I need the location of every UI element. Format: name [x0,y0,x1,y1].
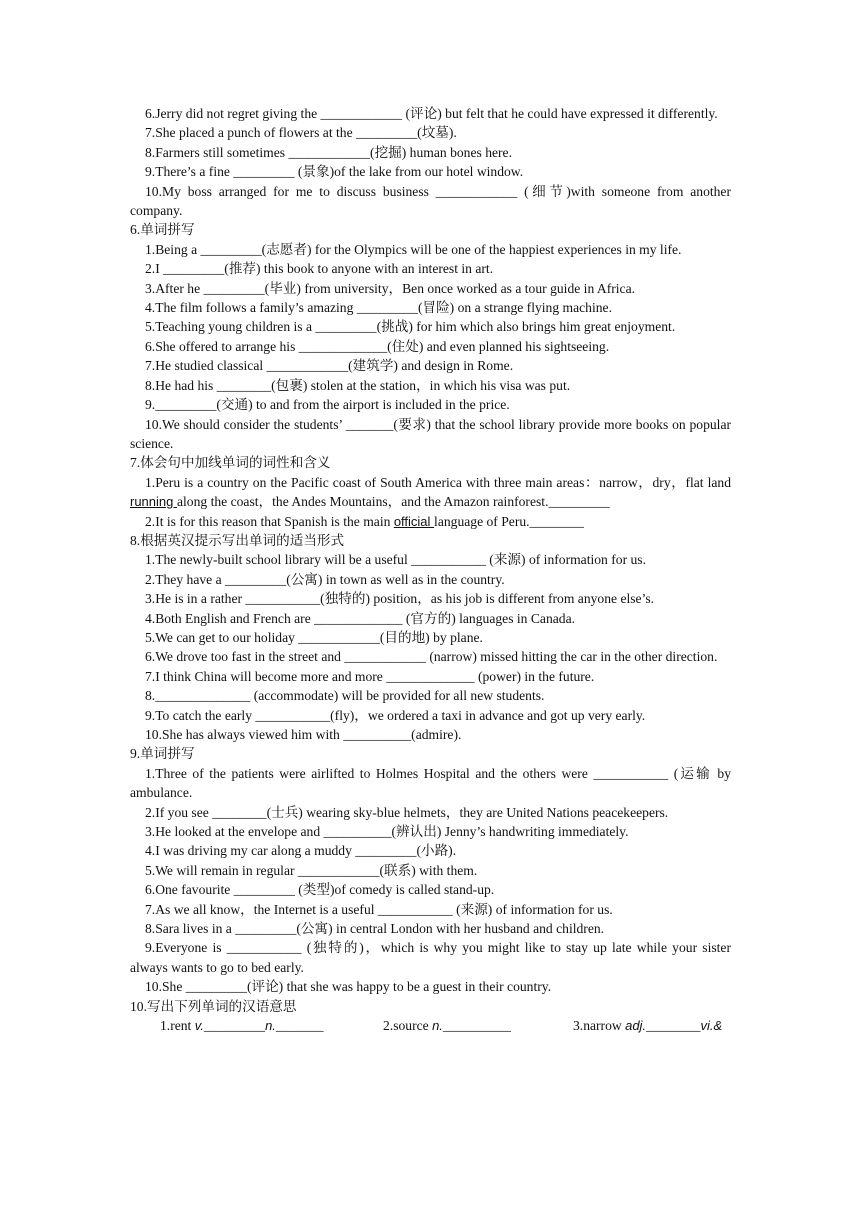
question-item: 9.There’s a fine _________ (景象)of the lake from our hotel window. [145,164,524,180]
question-item: 7.He studied classical ____________(建筑学) and design in Rome. [145,358,514,374]
question-item: 9._________(交通) to and from the airport is included in the price. [145,397,510,413]
question-item: 10.She _________(评论) that she was happy to be a guest in their country. [145,979,552,995]
question-item: 4.I was driving my car along a muddy _________(小路). [145,843,457,859]
question-item: 3.He is in a rather ___________(独特的) position，as his job is different from anyone else’s. [145,591,655,607]
underlined-word: running [130,494,177,510]
vocab-item-rent: 1.rent v._________n._______ [160,1018,324,1034]
question-item: 2.They have a _________(公寓) in town as well as in the country. [145,571,505,587]
worksheet-content [130,104,731,1036]
section-heading: 6.单词拼写 [130,222,195,238]
section-heading: 8.根据英汉提示写出单词的适当形式 [130,532,345,548]
vocab-row [130,1016,731,1035]
question-item: 1.Being a _________(志愿者) for the Olympics will be one of the happiest experiences in my life. [145,241,682,257]
question-item: 9.To catch the early ___________(fly)，we ordered a taxi in advance and got up very early. [145,707,646,723]
question-item [130,473,731,512]
question-item: 5.Teaching young children is a _________(挑战) for him which also brings him great enjoyment. [145,319,676,335]
question-item: 8.Sara lives in a _________(公寓) in central London with her husband and children. [145,921,605,937]
question-item: 2.If you see ________(士兵) wearing sky-blue helmets，they are United Nations peacekeepers. [145,804,669,820]
question-item: 1.The newly-built school library will be a useful ___________ (来源) of information for us. [145,552,646,568]
question-item: 5.We will remain in regular ____________(联系) with them. [145,862,478,878]
question-item: 6.We drove too fast in the street and ____________ (narrow) missed hitting the car in the other direction. [145,649,718,665]
question-item: 7.As we all know，the Internet is a useful ___________ (来源) of information for us. [145,901,613,917]
question-item: 8.Farmers still sometimes ____________(挖掘) human bones here. [145,144,512,160]
question-item: 7.She placed a punch of flowers at the _________(坟墓). [145,125,457,141]
question-item: 7.I think China will become more and more _____________ (power) in the future. [145,668,595,684]
question-text: 1.Peru is a country on the Pacific coast of South America with three main areas：narrow，dry，flat land [145,474,731,490]
question-item: 4.Both English and French are _____________ (官方的) languages in Canada. [145,610,576,626]
question-text: language of Peru.________ [434,513,584,529]
question-item: 3.After he _________(毕业) from university，Ben once worked as a tour guide in Africa. [145,280,636,296]
vocab-item-narrow: 3.narrow adj.________vi.& [573,1018,723,1034]
question-text: along the coast，the Andes Mountains，and the Amazon rainforest._________ [176,494,610,510]
question-item: 6.Jerry did not regret giving the ____________ (评论) but felt that he could have expressed it differently. [145,106,718,121]
section-heading: 10.写出下列单词的汉语意思 [130,998,297,1014]
question-item: 4.The film follows a family’s amazing _________(冒险) on a strange flying machine. [145,300,612,316]
underlined-word: official [393,513,435,529]
question-item: 10.We should consider the students’ _______(要求) that the school library provide more books on popular science. [130,416,731,451]
question-item: 1.Three of the patients were airlifted to Holmes Hospital and the others were ___________ (运输 by ambulance. [130,765,731,801]
question-item: 10.My boss arranged for me to discuss business ____________ (细节)with someone from another company. [130,183,731,219]
question-item: 6.One favourite _________ (类型)of comedy is called stand-up. [145,882,495,898]
question-item: 8.______________ (accommodate) will be provided for all new students. [145,688,545,704]
question-item [130,512,731,531]
question-text: 2.It is for this reason that Spanish is the main [145,513,394,529]
question-item: 3.He looked at the envelope and __________(辨认出) Jenny’s handwriting immediately. [145,824,629,840]
section-heading: 9.单词拼写 [130,746,195,762]
question-item: 8.He had his ________(包裹) stolen at the station，in which his visa was put. [145,377,571,393]
section-heading: 7.体会句中加线单词的词性和含义 [130,455,331,471]
vocab-item-source: 2.source n.__________ [383,1018,511,1034]
question-item: 6.She offered to arrange his _____________(住处) and even planned his sightseeing. [145,338,610,354]
question-item: 9.Everyone is ___________ (独特的)，which is why you might like to stay up late while your sister always wants to go to bed early. [130,940,731,975]
question-item: 10.She has always viewed him with __________(admire). [145,727,462,742]
question-item: 2.I _________(推荐) this book to anyone with an interest in art. [145,261,494,277]
question-item: 5.We can get to our holiday ____________(目的地) by plane. [145,629,483,645]
